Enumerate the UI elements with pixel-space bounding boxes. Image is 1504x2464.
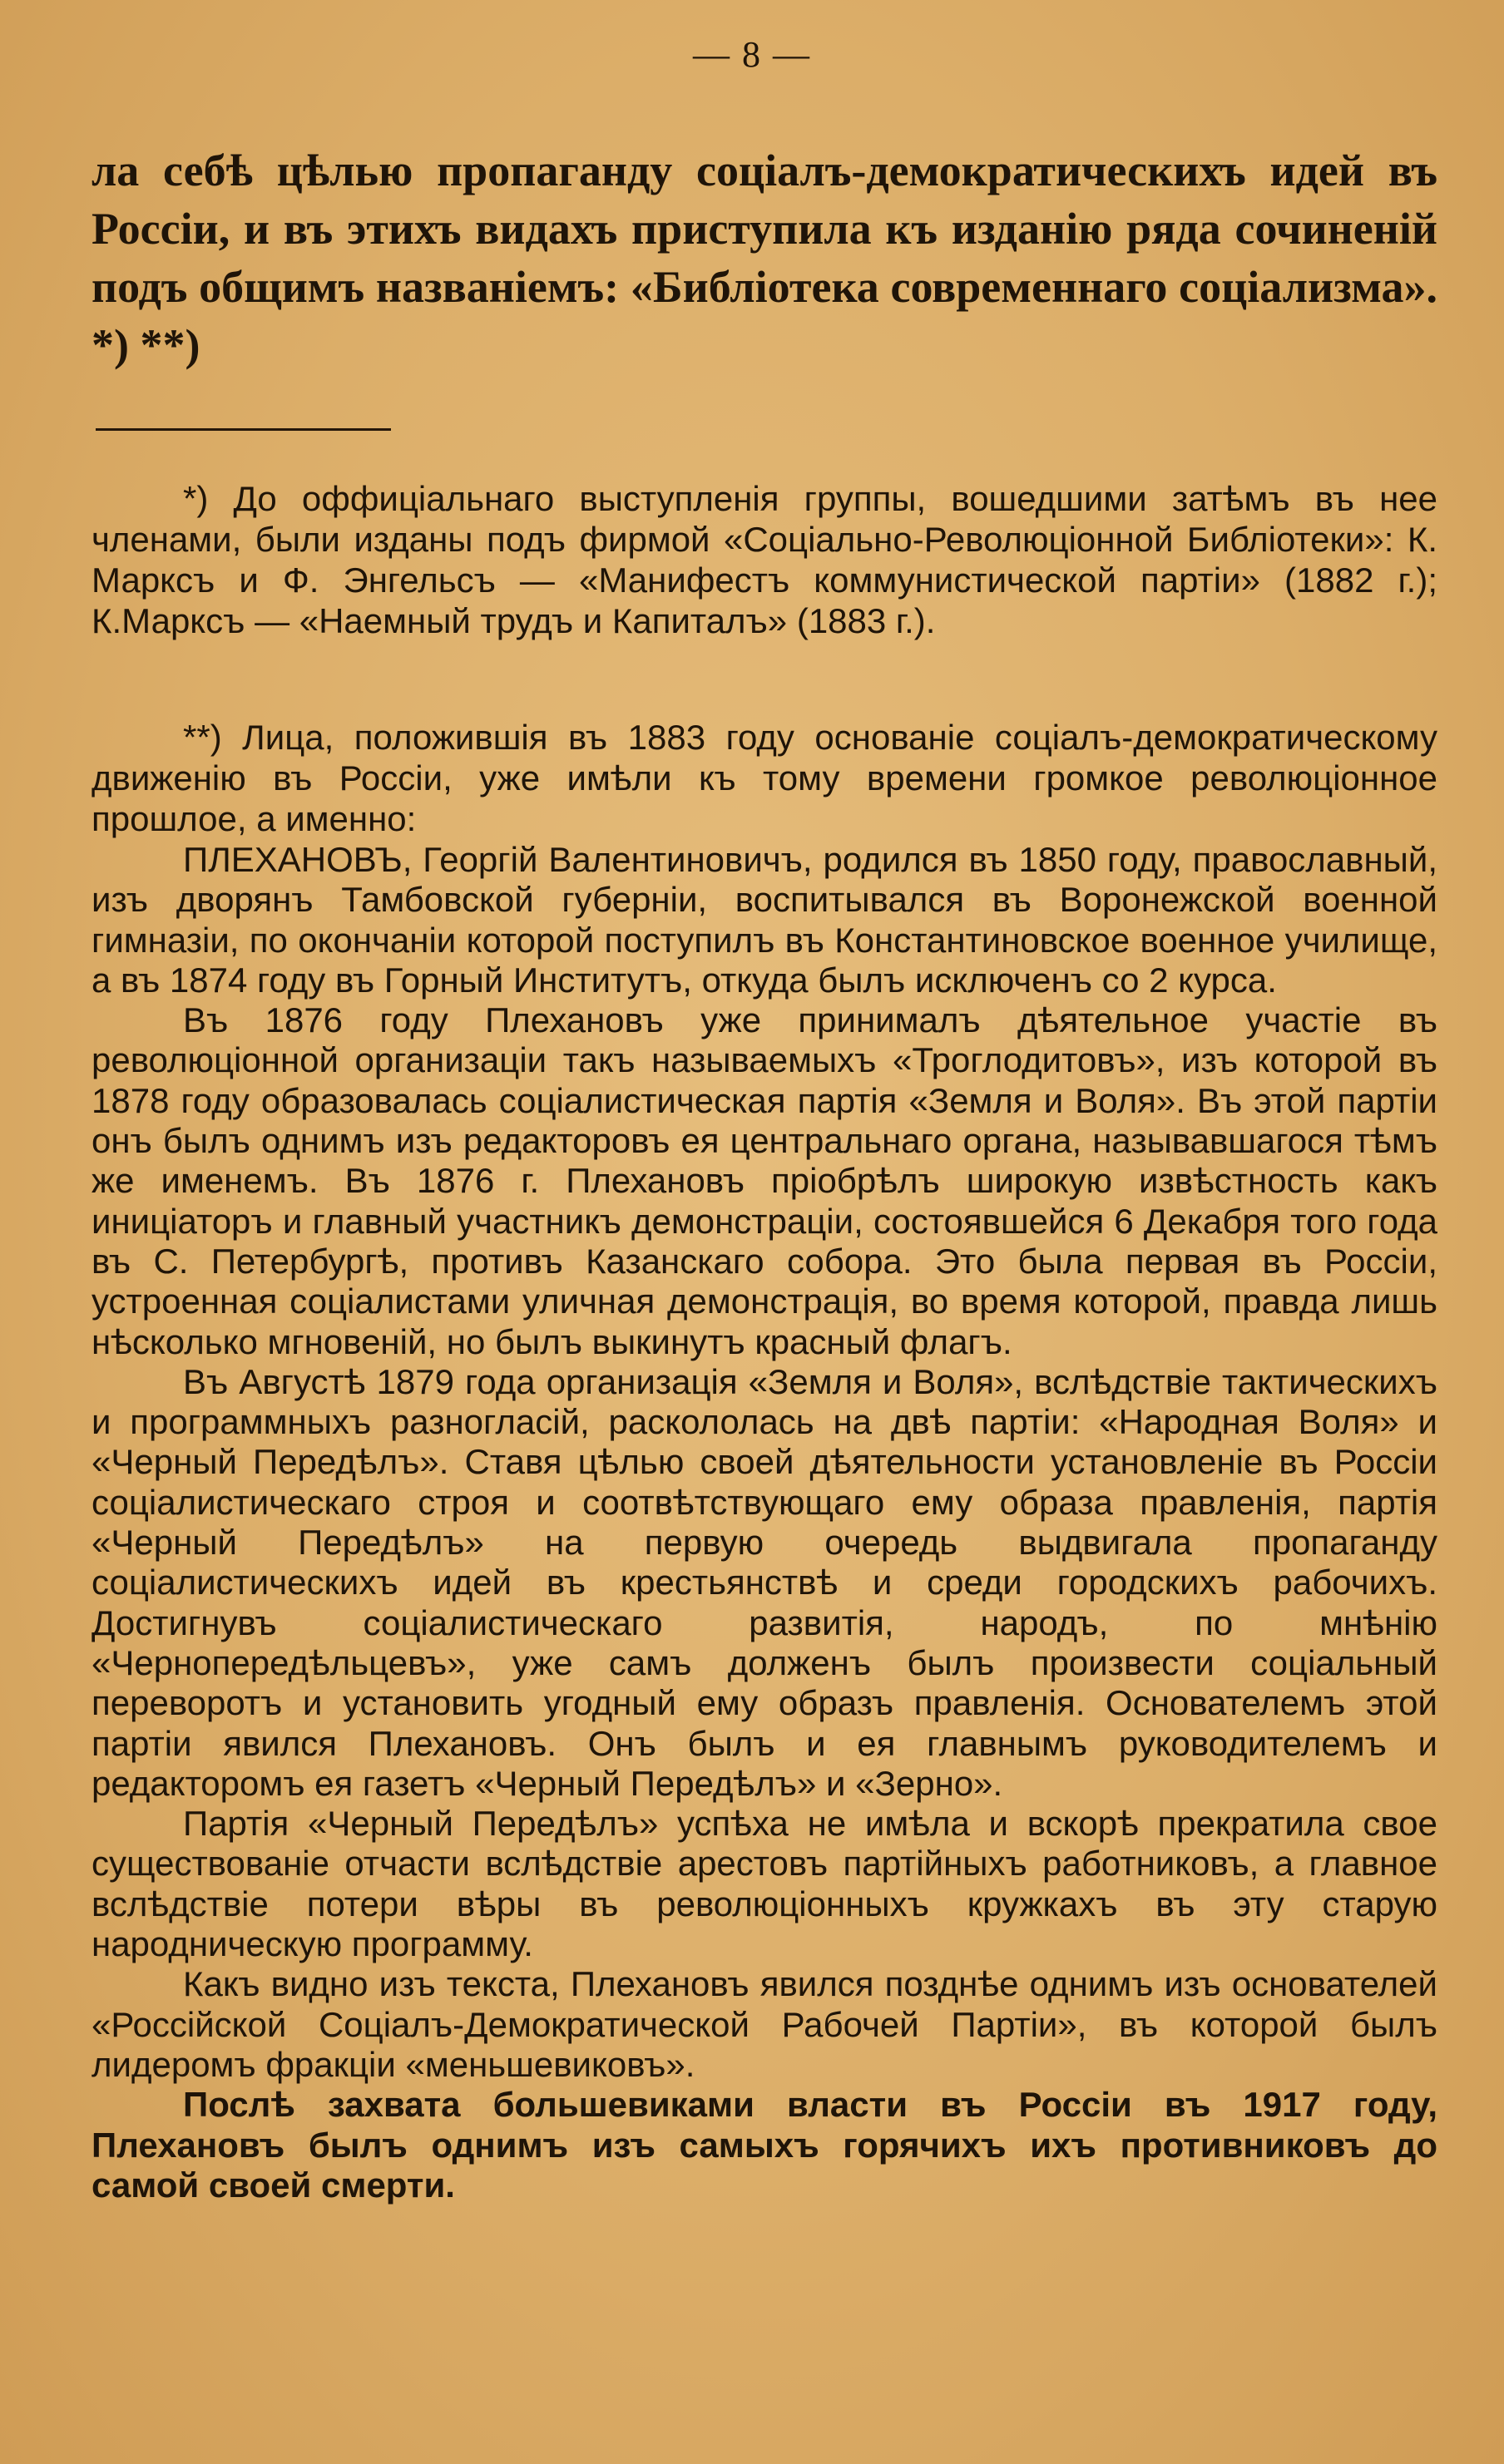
main-paragraph: ла себѣ цѣлью пропаганду соціалъ-демократическихъ идей въ Россіи, и въ этихъ видахъ приступила къ изданію ряда сочиненій подъ общимъ названіемъ: «Библіотека современнаго соціализма». *) **) [92, 146, 1437, 370]
plekhanov-biography [92, 840, 1437, 2205]
bio-paragraph: Послѣ захвата большевиками власти въ Россіи въ 1917 году, Плехановъ былъ однимъ изъ самыхъ горячихъ ихъ противниковъ до самой своей смерти. [92, 2085, 1437, 2205]
bio-paragraph: Въ 1876 году Плехановъ уже принималъ дѣятельное участіе въ революціонной организаціи такъ называемыхъ «Троглодитовъ», изъ которой въ 1878 году образовалась соціалистическая партія «Земля и Воля». Въ этой партіи онъ былъ однимъ изъ редакторовъ ея центральнаго органа, называвшагося тѣмъ же именемъ. Въ 1876 г. Плехановъ пріобрѣлъ широкую извѣстность какъ иниціаторъ и главный участникъ демонстраціи, состоявшейся 6 Декабря того года въ С. Петербургѣ, противъ Казанскаго собора. Это была первая въ Россіи, устроенная соціалистами уличная демонстрація, во время которой, правда лишь нѣсколько мгновеній, но былъ выкинутъ красный флагъ. [92, 1000, 1437, 1361]
page-number: — 8 — [693, 34, 811, 75]
bio-paragraph: Партія «Черный Передѣлъ» успѣха не имѣла и вскорѣ прекратила свое существованіе отчасти вслѣдствіе арестовъ партійныхъ работниковъ, а главное вслѣдствіе потери вѣры въ революціонныхъ кружкахъ въ эту старую народническую программу. [92, 1804, 1437, 1964]
footnote-1 [92, 478, 1437, 641]
bio-paragraph: Какъ видно изъ текста, Плехановъ явился позднѣе однимъ изъ основателей «Россійской Соціалъ-Демократической Рабочей Партіи», въ которой былъ лидеромъ фракціи «меньшевиковъ». [92, 1964, 1437, 2084]
bio-paragraph: ПЛЕХАНОВЪ, Георгій Валентиновичъ, родился въ 1850 году, православный, изъ дворянъ Тамбовской губерніи, воспитывался въ Воронежской военной гимназіи, по окончаніи которой поступилъ въ Константиновское военное училище, а въ 1874 году въ Горный Институтъ, откуда былъ исключенъ со 2 курса. [92, 840, 1437, 1000]
footnote-1-text: *) До оффиціальнаго выступленія группы, вошедшими затѣмъ въ нее членами, были изданы подъ фирмой «Соціально-Революціонной Библіотеки»: К. Марксъ и Ф. Энгельсъ — «Манифестъ коммунистической партіи» (1882 г.); К.Марксъ — «Наемный трудъ и Капиталъ» (1883 г.). [92, 479, 1437, 640]
footnote-divider [96, 428, 391, 431]
main-text [92, 141, 1437, 374]
bio-paragraph: Въ Августѣ 1879 года организація «Земля и Воля», вслѣдствіе тактическихъ и программныхъ разногласій, раскололась на двѣ партіи: «Народная Воля» и «Черный Передѣлъ». Ставя цѣлью своей дѣятельности установленіе въ Россіи соціалистическаго строя и соотвѣтствующаго ему образа правленія, партія «Черный Передѣлъ» на первую очередь выдвигала пропаганду соціалистическихъ идей въ крестьянствѣ и среди городскихъ рабочихъ. Достигнувъ соціалистическаго развитія, народъ, по мнѣнію «Чернопередѣльцевъ», уже самъ долженъ былъ произвести соціальный переворотъ и установить угодный ему образъ правленія. Основателемъ этой партіи явился Плехановъ. Онъ былъ и ея главнымъ руководителемъ и редакторомъ ея газетъ «Черный Передѣлъ» и «Зерно». [92, 1361, 1437, 1803]
footnote-2-intro: **) Лица, положившія въ 1883 году основаніе соціалъ-демократическому движенію въ Россіи, уже имѣли къ тому времени громкое революціонное прошлое, а именно: [92, 718, 1437, 838]
footnote-2 [92, 717, 1437, 839]
